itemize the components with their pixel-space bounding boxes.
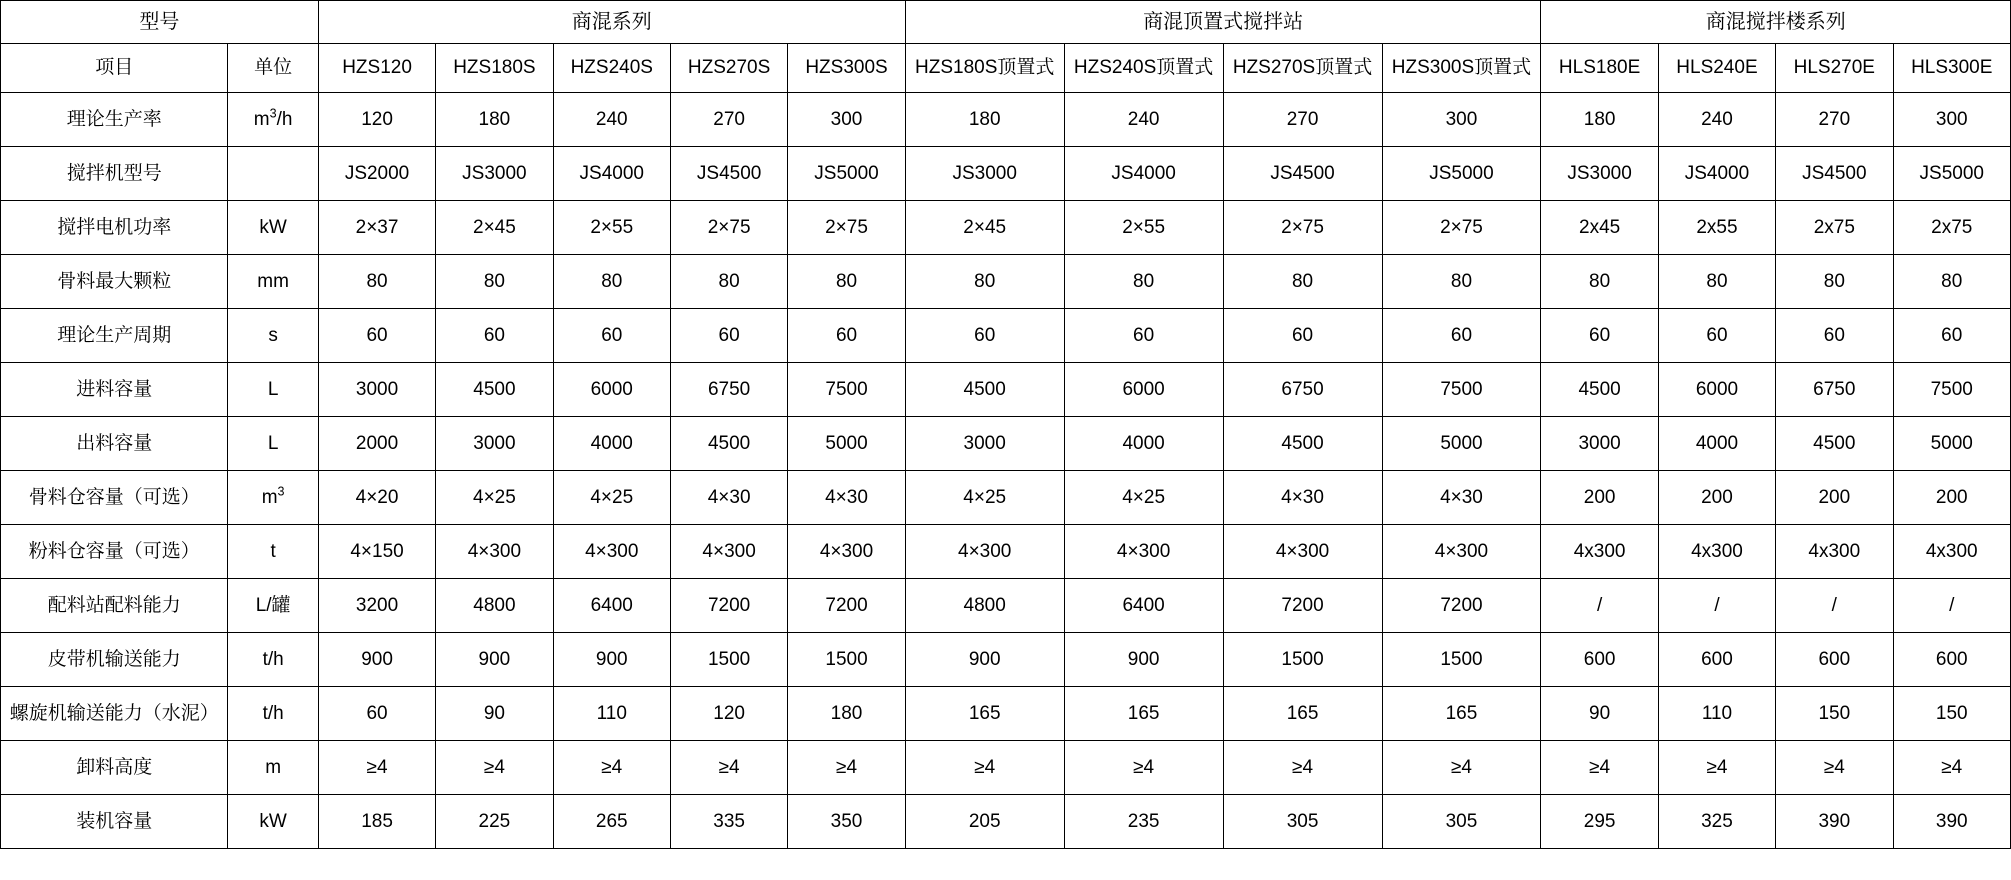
data-cell: 4800 [436,579,553,633]
data-cell: 6000 [553,363,670,417]
data-cell: 5000 [1893,417,2011,471]
data-cell: 4x300 [1541,525,1658,579]
data-cell: 305 [1223,795,1382,849]
data-cell: ≥4 [1382,741,1541,795]
data-cell: 4×300 [905,525,1064,579]
row-unit: $m^3/h$ [228,93,318,147]
model-header-cell: HZS180S [436,44,553,93]
data-cell: 265 [553,795,670,849]
data-cell: 4×25 [436,471,553,525]
data-cell: 900 [436,633,553,687]
table-body [1,1,2011,849]
data-cell: 6000 [1064,363,1223,417]
table-row [1,309,2011,363]
data-cell: 2000 [318,417,435,471]
model-header-cell: HZS300S顶置式 [1382,44,1541,93]
data-cell: 80 [436,255,553,309]
data-cell: 60 [1893,309,2011,363]
data-cell: 4×300 [1223,525,1382,579]
data-cell: 3000 [436,417,553,471]
data-cell: 60 [1541,309,1658,363]
data-cell: 2×75 [1223,201,1382,255]
data-cell: 60 [670,309,787,363]
data-cell: JS4500 [670,147,787,201]
data-cell: ≥4 [1223,741,1382,795]
data-cell: 4×20 [318,471,435,525]
data-cell: 200 [1893,471,2011,525]
data-cell: 80 [318,255,435,309]
data-cell: 180 [788,687,905,741]
data-cell: 4×30 [1223,471,1382,525]
model-header-cell: HZS270S [670,44,787,93]
data-cell: 2×45 [905,201,1064,255]
data-cell: 6750 [1776,363,1893,417]
data-cell: JS4000 [1064,147,1223,201]
model-header-cell: HZS240S [553,44,670,93]
data-cell: JS4500 [1776,147,1893,201]
row-unit: kW [228,201,318,255]
data-cell: 180 [436,93,553,147]
data-cell: 240 [553,93,670,147]
data-cell: 7200 [670,579,787,633]
data-cell: 60 [1064,309,1223,363]
row-unit: mm [228,255,318,309]
row-unit: $m^3$ [228,471,318,525]
data-cell: 4×300 [788,525,905,579]
data-cell: 80 [670,255,787,309]
data-cell: 1500 [1223,633,1382,687]
data-cell: 185 [318,795,435,849]
data-cell: 270 [670,93,787,147]
data-cell: JS3000 [1541,147,1658,201]
data-cell: 225 [436,795,553,849]
data-cell: 4500 [1541,363,1658,417]
data-cell: 2×45 [436,201,553,255]
model-header-cell: HZS240S顶置式 [1064,44,1223,93]
data-cell: 6750 [670,363,787,417]
data-cell: ≥4 [318,741,435,795]
data-cell: 4×25 [905,471,1064,525]
row-unit: L [228,363,318,417]
data-cell: 3000 [905,417,1064,471]
data-cell: 80 [905,255,1064,309]
data-cell: 305 [1382,795,1541,849]
data-cell: 2x75 [1776,201,1893,255]
data-cell: JS5000 [788,147,905,201]
data-cell: 150 [1893,687,2011,741]
data-cell: 2×37 [318,201,435,255]
data-cell: 80 [1776,255,1893,309]
row-label: 皮带机输送能力 [1,633,228,687]
data-cell: 80 [1382,255,1541,309]
data-cell: 390 [1893,795,2011,849]
row-label: 骨料仓容量（可选） [1,471,228,525]
data-cell: 80 [788,255,905,309]
data-cell: 3000 [318,363,435,417]
model-header-cell: HZS300S [788,44,905,93]
data-cell: 60 [788,309,905,363]
data-cell: 900 [1064,633,1223,687]
data-cell: 80 [1658,255,1775,309]
data-cell: 7200 [1223,579,1382,633]
data-cell: 150 [1776,687,1893,741]
data-cell: 3000 [1541,417,1658,471]
data-cell: 2x45 [1541,201,1658,255]
data-cell: 350 [788,795,905,849]
data-cell: 4×300 [553,525,670,579]
data-cell: 2x55 [1658,201,1775,255]
data-cell: / [1776,579,1893,633]
data-cell: ≥4 [788,741,905,795]
table-row [1,741,2011,795]
data-cell: 4×300 [1064,525,1223,579]
data-cell: 4000 [1658,417,1775,471]
data-cell: 270 [1223,93,1382,147]
data-cell: 60 [1223,309,1382,363]
model-header-cell: HZS180S顶置式 [905,44,1064,93]
data-cell: 4500 [1776,417,1893,471]
row-label: 装机容量 [1,795,228,849]
data-cell: 6400 [1064,579,1223,633]
data-cell: 240 [1658,93,1775,147]
row-unit: kW [228,795,318,849]
data-cell: ≥4 [1064,741,1223,795]
data-cell: 60 [1776,309,1893,363]
row-label: 粉料仓容量（可选） [1,525,228,579]
table-row [1,93,2011,147]
data-cell: 200 [1541,471,1658,525]
data-cell: 300 [788,93,905,147]
data-cell: 5000 [1382,417,1541,471]
data-cell: 3200 [318,579,435,633]
row-unit [228,147,318,201]
data-cell: 390 [1776,795,1893,849]
data-cell: 2x75 [1893,201,2011,255]
data-cell: 90 [1541,687,1658,741]
model-header-cell: HZS270S顶置式 [1223,44,1382,93]
table-row [1,687,2011,741]
data-cell: 7500 [1893,363,2011,417]
data-cell: ≥4 [1776,741,1893,795]
data-cell: ≥4 [553,741,670,795]
data-cell: JS3000 [436,147,553,201]
data-cell: 4×150 [318,525,435,579]
table-row [1,525,2011,579]
row-label: 进料容量 [1,363,228,417]
data-cell: 6400 [553,579,670,633]
row-label: 理论生产率 [1,93,228,147]
data-cell: 1500 [1382,633,1541,687]
data-cell: 4000 [1064,417,1223,471]
row-unit: s [228,309,318,363]
sub-header-row [1,44,2011,93]
data-cell: 180 [1541,93,1658,147]
data-cell: 2×75 [1382,201,1541,255]
data-cell: 600 [1541,633,1658,687]
data-cell: 600 [1658,633,1775,687]
data-cell: 900 [905,633,1064,687]
table-row [1,201,2011,255]
data-cell: 165 [1382,687,1541,741]
group-header-cell: 商混顶置式搅拌站 [905,1,1541,44]
data-cell: 300 [1382,93,1541,147]
data-cell: 1500 [670,633,787,687]
data-cell: 60 [905,309,1064,363]
data-cell: 4500 [905,363,1064,417]
data-cell: JS4000 [553,147,670,201]
row-unit: t/h [228,633,318,687]
sub-header-unit-label: 单位 [228,44,318,93]
data-cell: / [1541,579,1658,633]
model-header-cell: HLS240E [1658,44,1775,93]
data-cell: 900 [553,633,670,687]
row-unit: L [228,417,318,471]
data-cell: 295 [1541,795,1658,849]
data-cell: / [1893,579,2011,633]
data-cell: 4×25 [1064,471,1223,525]
data-cell: 4000 [553,417,670,471]
data-cell: 7500 [1382,363,1541,417]
data-cell: 2×55 [553,201,670,255]
row-label: 骨料最大颗粒 [1,255,228,309]
row-label: 出料容量 [1,417,228,471]
row-label: 搅拌电机功率 [1,201,228,255]
data-cell: 2×75 [670,201,787,255]
data-cell: 300 [1893,93,2011,147]
row-label: 卸料高度 [1,741,228,795]
row-label: 配料站配料能力 [1,579,228,633]
data-cell: 205 [905,795,1064,849]
data-cell: JS5000 [1893,147,2011,201]
model-header-cell: HZS120 [318,44,435,93]
data-cell: 4×30 [670,471,787,525]
data-cell: JS2000 [318,147,435,201]
data-cell: JS3000 [905,147,1064,201]
data-cell: 110 [1658,687,1775,741]
table-row [1,795,2011,849]
row-label: 理论生产周期 [1,309,228,363]
data-cell: JS4000 [1658,147,1775,201]
data-cell: 200 [1658,471,1775,525]
data-cell: 165 [1223,687,1382,741]
data-cell: 80 [1893,255,2011,309]
data-cell: 4×300 [670,525,787,579]
row-label: 搅拌机型号 [1,147,228,201]
data-cell: 165 [905,687,1064,741]
table-row [1,471,2011,525]
data-cell: 270 [1776,93,1893,147]
data-cell: 110 [553,687,670,741]
table-row [1,363,2011,417]
data-cell: ≥4 [1893,741,2011,795]
data-cell: JS4500 [1223,147,1382,201]
data-cell: 60 [553,309,670,363]
data-cell: 6750 [1223,363,1382,417]
data-cell: 4x300 [1893,525,2011,579]
data-cell: ≥4 [1541,741,1658,795]
data-cell: 165 [1064,687,1223,741]
data-cell: 235 [1064,795,1223,849]
data-cell: 325 [1658,795,1775,849]
data-cell: 60 [1382,309,1541,363]
data-cell: ≥4 [670,741,787,795]
data-cell: 80 [1064,255,1223,309]
model-header-cell: HLS300E [1893,44,2011,93]
group-header-model-label: 型号 [1,1,319,44]
row-label: 螺旋机输送能力（水泥） [1,687,228,741]
data-cell: ≥4 [436,741,553,795]
group-header-cell: 商混系列 [318,1,905,44]
data-cell: 7200 [788,579,905,633]
data-cell: 60 [1658,309,1775,363]
data-cell: 180 [905,93,1064,147]
table-row [1,147,2011,201]
data-cell: 4×300 [1382,525,1541,579]
table-row [1,633,2011,687]
data-cell: 4500 [670,417,787,471]
sub-header-item-label: 项目 [1,44,228,93]
data-cell: 1500 [788,633,905,687]
data-cell: 60 [318,309,435,363]
data-cell: 2×75 [788,201,905,255]
data-cell: 7500 [788,363,905,417]
data-cell: / [1658,579,1775,633]
row-unit: t [228,525,318,579]
data-cell: 80 [1541,255,1658,309]
data-cell: 600 [1776,633,1893,687]
data-cell: 6000 [1658,363,1775,417]
data-cell: 4×30 [788,471,905,525]
data-cell: JS5000 [1382,147,1541,201]
data-cell: 4x300 [1658,525,1775,579]
data-cell: 7200 [1382,579,1541,633]
data-cell: 5000 [788,417,905,471]
table-row [1,417,2011,471]
data-cell: 4800 [905,579,1064,633]
data-cell: 2×55 [1064,201,1223,255]
row-unit: L/罐 [228,579,318,633]
data-cell: 80 [553,255,670,309]
data-cell: 240 [1064,93,1223,147]
data-cell: 4500 [436,363,553,417]
data-cell: 900 [318,633,435,687]
model-header-cell: HLS180E [1541,44,1658,93]
data-cell: 4×25 [553,471,670,525]
table-row [1,255,2011,309]
data-cell: 120 [318,93,435,147]
group-header-row [1,1,2011,44]
data-cell: 90 [436,687,553,741]
data-cell: 200 [1776,471,1893,525]
data-cell: 60 [436,309,553,363]
data-cell: 120 [670,687,787,741]
data-cell: 60 [318,687,435,741]
row-unit: t/h [228,687,318,741]
data-cell: 4×30 [1382,471,1541,525]
data-cell: 335 [670,795,787,849]
model-header-cell: HLS270E [1776,44,1893,93]
row-unit: m [228,741,318,795]
data-cell: ≥4 [905,741,1064,795]
data-cell: ≥4 [1658,741,1775,795]
data-cell: 4500 [1223,417,1382,471]
data-cell: 4x300 [1776,525,1893,579]
data-cell: 600 [1893,633,2011,687]
table-row [1,579,2011,633]
group-header-cell: 商混搅拌楼系列 [1541,1,2011,44]
data-cell: 4×300 [436,525,553,579]
data-cell: 80 [1223,255,1382,309]
